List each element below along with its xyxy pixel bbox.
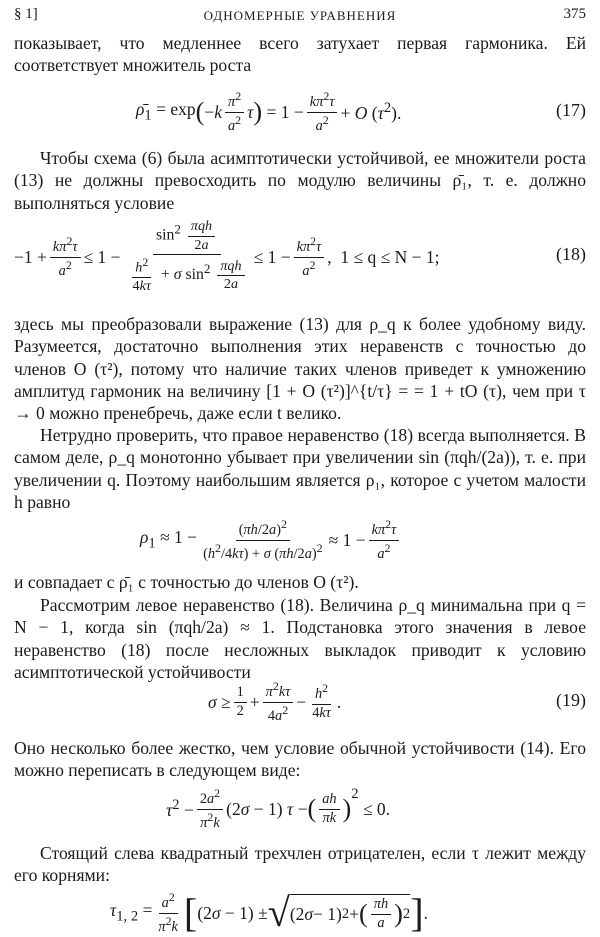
- equation-19-number: (19): [556, 690, 586, 710]
- paragraph-2: Чтобы схема (6) была асимптотически устойчивой, ее множители роста (13) не должны превосходить по модулю величины ρ̄₁, т. е. должно выполняться условие: [14, 148, 586, 213]
- paragraph-8: Стоящий слева квадратный трехчлен отрицателен, если τ лежит между его корнями:: [14, 843, 586, 886]
- paragraph-4: Нетрудно проверить, что правое неравенство (18) всегда выполняется. В самом деле, ρ_q монотонно убывает при увеличении sin (πqh/(2a)), т. е. при увеличении q. Поэтому наибольшим является ρ₁, которое с учетом малости h равно: [14, 425, 586, 512]
- paragraph-7: Оно несколько более жестко, чем условие обычной устойчивости (14). Его можно переписать в следующем виде:: [14, 738, 586, 781]
- page-number: 375: [563, 6, 586, 22]
- equation-quadratic: $\tau^2$ − $\frac{2a^2}{\pi^2k}$ (2σ − 1) τ − ( $\frac{ah}{\pi k}$ ) $^2$ ≤ 0.: [166, 785, 391, 831]
- equation-18: −1 + $\frac{k\pi^2\tau}{a^2}$ ≤ 1 − $\sin^2$ $\frac{\text{πqh}}{2a}$ $\frac{h^2}{4k\tau}$ + σ $\sin^2$ $\frac{\text{πqh}}{2a}$ ≤ 1 − $\frac{k\pi^2\tau}{a^2}$ , 1 ≤ q ≤ N − 1; (18): [14, 217, 586, 295]
- equation-18-number: (18): [556, 244, 586, 264]
- equation-17-number: (17): [556, 100, 586, 120]
- section-marker: § 1]: [14, 6, 38, 22]
- paragraph-5: и совпадает с ρ̄₁ с точностью до членов O (τ²).: [14, 572, 359, 592]
- equation-19: σ ≥ $\frac{1}{2}$ + $\frac{\pi^2k\tau}{4a^2}$ − $\frac{h^2}{4k\tau}$ . (19): [208, 678, 586, 724]
- equation-17: $\rhō_1 = \exp$ ( −k $\frac{\pi^2}{a^2}$ τ ) = 1 − $\frac{k\pi^2\tau}{a^2}$ + O $(\tau^2)$. (17): [136, 88, 586, 134]
- paragraph-3: здесь мы преобразовали выражение (13) для ρ_q к более удобному виду. Разумеется, достаточно выполнения этих неравенств с точностью до членов O (τ²), потому что наличие таких членов приведет к умножению амплитуд гармоник на величину [1 + O (τ²)]^{t/τ} = = 1 + tO (τ), чем при τ → 0 можно пренебречь, даже если t велико.: [14, 314, 586, 424]
- equation-roots: $\tau_{1, 2}$ = $\frac{a^2}{\pi^2k}$ [ (2σ − 1) ± √ (2 σ − 1) 2 + ( $\frac{\pi h}{a}$ ) 2 ] .: [110, 889, 428, 935]
- paragraph-6: Рассмотрим левое неравенство (18). Величина ρ_q минимальна при q = N − 1, когда sin (πqh/2a) ≈ 1. Подстановка этого значения в левое неравенство (18) после несложных выкладок приводит к условию асимптотической устойчивости: [14, 595, 586, 682]
- equation-rho1: $\rho_1 \approx 1$ − $\frac{(\pi h/2a)^2}{(h^2/4k\tau) + \sigma (\pi h/2a)^2}$ ≈ 1 − $\frac{k\pi^2\tau}{a^2}$: [0, 516, 600, 564]
- running-title: ОДНОМЕРНЫЕ УРАВНЕНИЯ: [203, 8, 397, 23]
- equation-18-range: 1 ≤ q ≤ N − 1;: [340, 246, 440, 267]
- paragraph-1: показывает, что медленнее всего затухает первая гармоника. Ей соответствует множитель роста: [14, 33, 586, 76]
